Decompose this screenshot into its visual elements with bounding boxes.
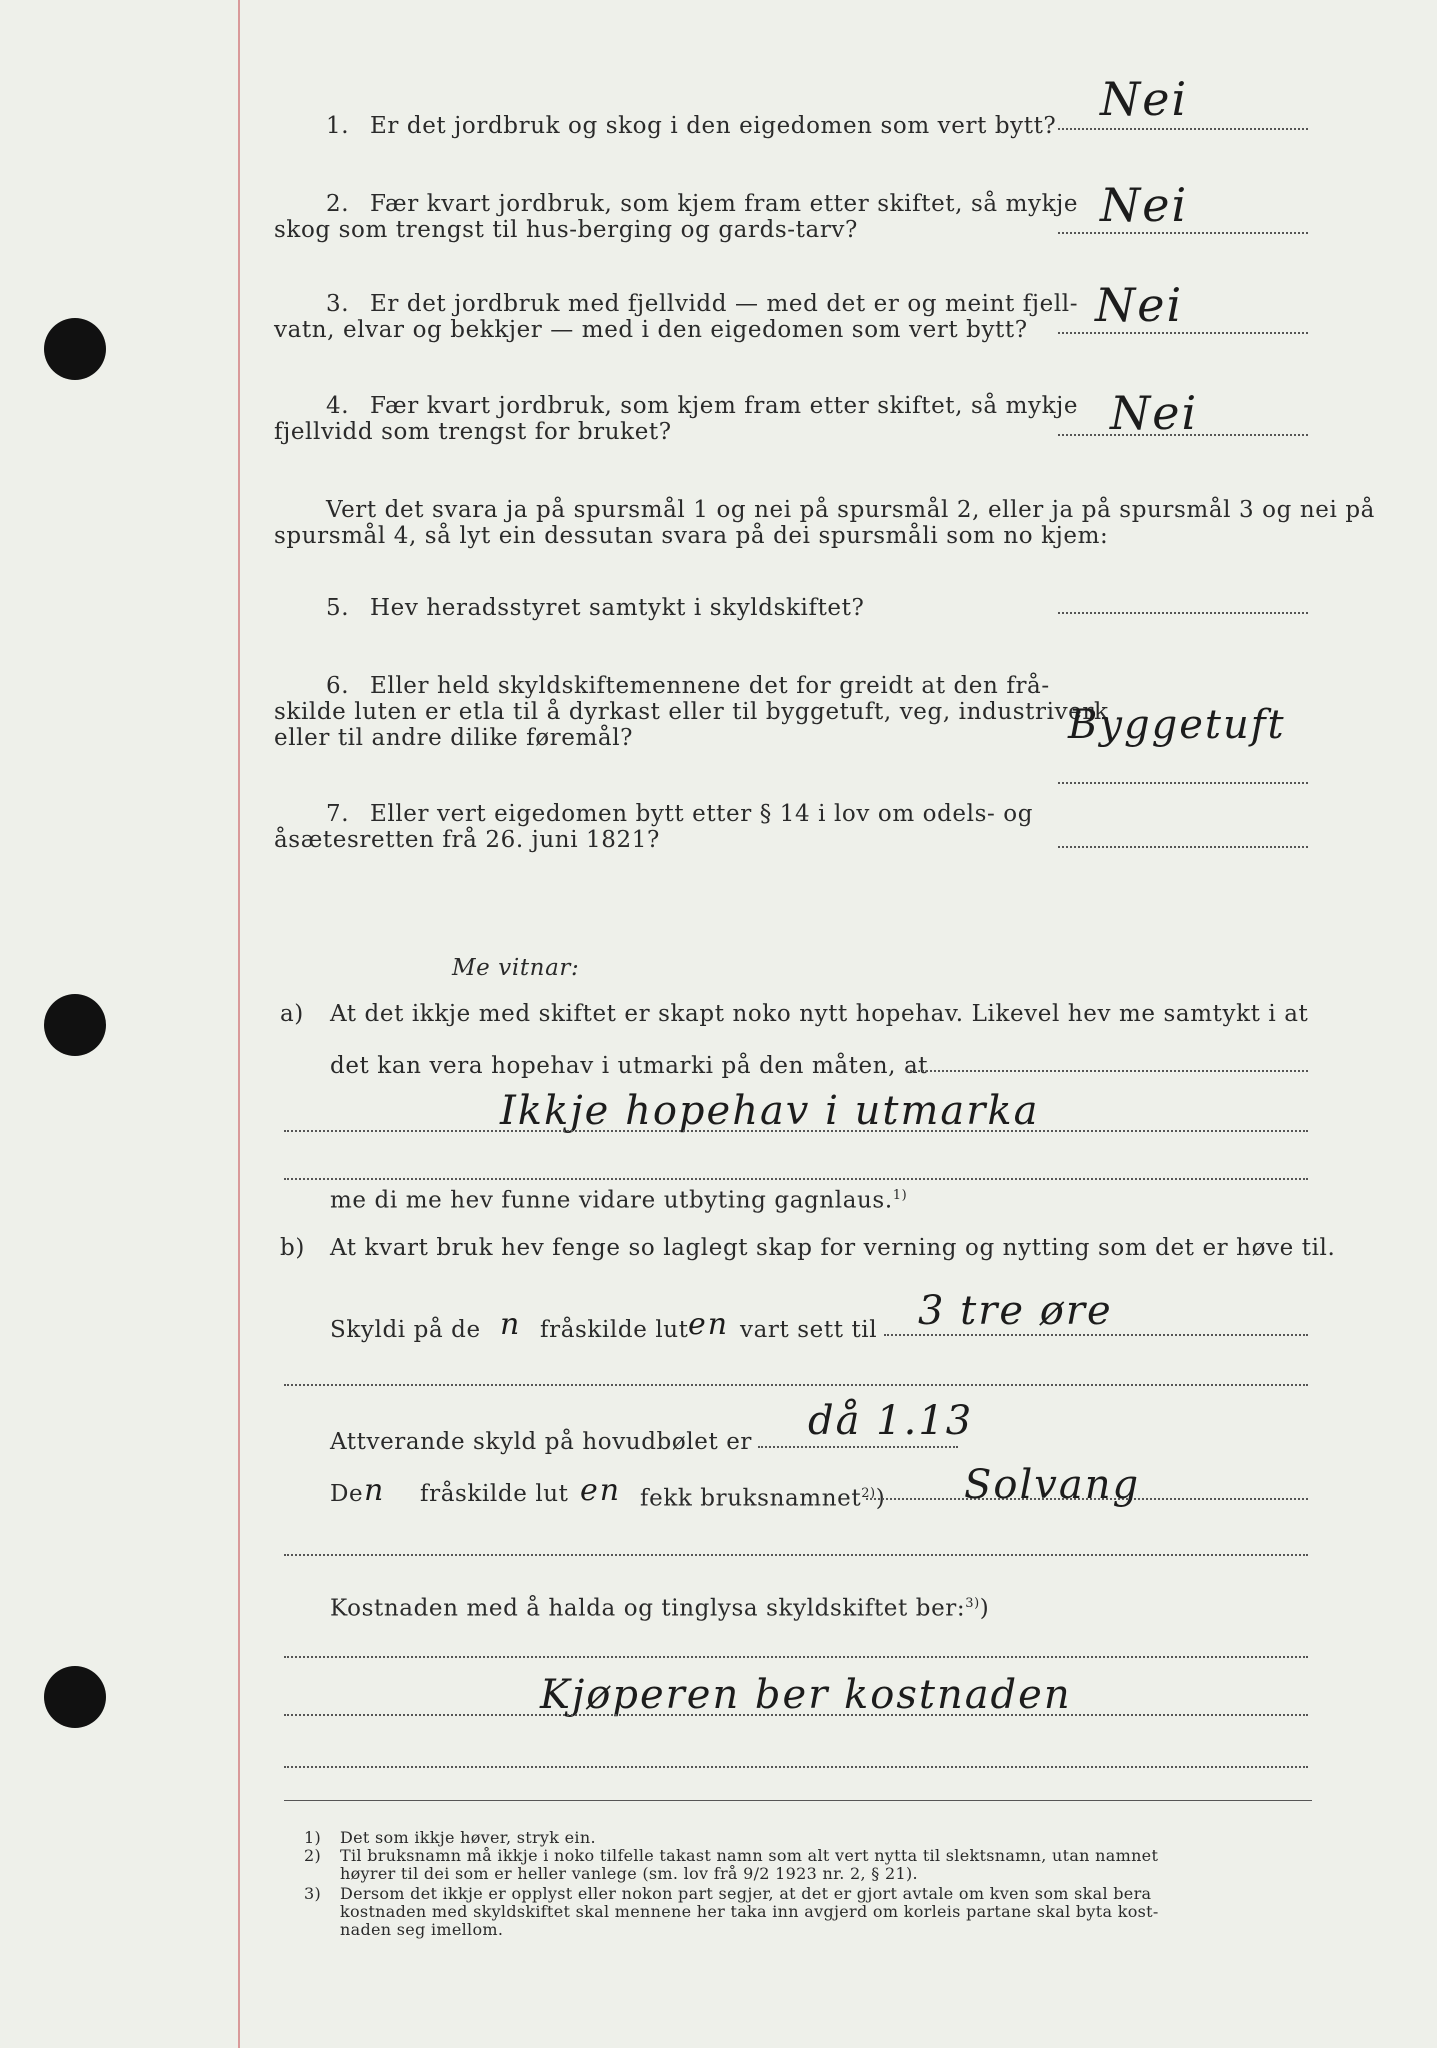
kostnad-paren: )	[979, 1595, 990, 1622]
answer-4-handwriting: Nei	[1110, 386, 1199, 440]
footnote-3-line3: naden seg imellom.	[340, 1920, 504, 1939]
answer-line-1	[1058, 128, 1308, 130]
bruksnamn-hw-b: en	[580, 1473, 622, 1508]
answer-3-handwriting: Nei	[1095, 278, 1184, 332]
bruksnamn-label-c	[640, 1480, 885, 1513]
answer-line-5	[1058, 612, 1308, 614]
question-7-line2: åsætesretten frå 26. juni 1821?	[274, 827, 660, 853]
witness-b-label: b)	[280, 1235, 305, 1261]
footnote-1-mark: 1)	[304, 1828, 322, 1847]
question-6-line2: skilde luten er etla til å dyrkast eller til byggetuft, veg, industriverk	[274, 699, 1109, 725]
kostnad-label	[330, 1590, 989, 1623]
footnote-rule	[284, 1800, 1312, 1801]
question-4-number: 4.	[326, 393, 350, 419]
footnote-3-line2: kostnaden med skyldskiftet skal mennene her taka inn avgjerd om korleis partane skal byta kost-	[340, 1902, 1159, 1921]
footnote-2-line2: høyrer til dei som er heller vanlege (sm. lov frå 9/2 1923 nr. 2, § 21).	[340, 1864, 918, 1883]
question-6-number: 6.	[326, 673, 350, 699]
witness-heading: Me vitnar:	[452, 955, 580, 981]
punch-hole-bottom	[44, 1666, 106, 1728]
footnote-2-line1: Til bruksnamn må ikkje i noko tilfelle takast namn som alt vert nytta til slektsnamn, utan namnet	[340, 1846, 1159, 1865]
question-2-number: 2.	[326, 191, 350, 217]
skyld-hw-a: n	[500, 1307, 522, 1342]
answer-6-handwriting: Byggetuft	[1068, 702, 1286, 748]
footnote-2-mark: 2)	[304, 1846, 322, 1865]
witness-a-line3-text: me di me hev funne vidare utbyting gagnlaus.	[330, 1187, 893, 1214]
footnote-3-line1: Dersom det ikkje er opplyst eller nokon part segjer, at det er gjort avtale om kven som skal bera	[340, 1884, 1152, 1903]
question-4-line2: fjellvidd som trengst for bruket?	[274, 419, 672, 445]
bruksnamn-label-a: De	[330, 1481, 364, 1507]
witness-a-line2: det kan vera hopehav i utmarki på den måten, at	[330, 1053, 929, 1079]
witness-b-line1: At kvart bruk hev fenge so laglegt skap for verning og nytting som det er høve til.	[330, 1235, 1336, 1261]
question-6-line3: eller til andre dilike føremål?	[274, 725, 634, 751]
witness-a-dotline-3	[284, 1178, 1308, 1180]
condition-line1: Vert det svara ja på spursmål 1 og nei på spursmål 2, eller ja på spursmål 3 og nei på	[326, 497, 1375, 523]
question-7-number: 7.	[326, 801, 350, 827]
question-3-line2: vatn, elvar og bekkjer — med i den eigedomen som vert bytt?	[274, 317, 1028, 343]
question-7-line1: Eller vert eigedomen bytt etter § 14 i lov om odels- og	[370, 801, 1034, 827]
skyld-handwriting: 3 tre øre	[918, 1288, 1113, 1334]
footnote-ref-1: 1)	[892, 1188, 908, 1203]
kostnad-handwriting: Kjøperen ber kostnaden	[540, 1672, 1072, 1718]
attverande-handwriting: då 1.13	[808, 1398, 974, 1444]
question-1-number: 1.	[326, 113, 350, 139]
margin-line	[238, 0, 240, 2048]
skyld-hw-b: en	[688, 1307, 730, 1342]
condition-line2: spursmål 4, så lyt ein dessutan svara på dei spursmåli som no kjem:	[274, 523, 1109, 549]
answer-line-6	[1058, 782, 1308, 784]
kostnad-dotline-1	[284, 1656, 1308, 1658]
answer-line-2	[1058, 232, 1308, 234]
question-1-text: Er det jordbruk og skog i den eigedomen som vert bytt?	[370, 113, 1057, 139]
witness-a-line1: At det ikkje med skiftet er skapt noko nytt hopehav. Likevel hev me samtykt i at	[330, 1001, 1309, 1027]
question-3-line1: Er det jordbruk med fjellvidd — med det er og meint fjell-	[370, 291, 1079, 317]
footnote-1-line1: Det som ikkje høver, stryk ein.	[340, 1828, 596, 1847]
bruksnamn-dotline-2	[284, 1554, 1308, 1556]
question-3-number: 3.	[326, 291, 350, 317]
punch-hole-middle	[44, 994, 106, 1056]
answer-line-3	[1058, 332, 1308, 334]
bruksnamn-hw-a: n	[364, 1473, 386, 1508]
attverande-dotline	[758, 1446, 958, 1448]
bruksnamn-handwriting: Solvang	[964, 1462, 1141, 1508]
witness-a-line3	[330, 1182, 907, 1215]
witness-a-dotline-2	[284, 1130, 1308, 1132]
witness-a-dotline-1	[906, 1070, 1308, 1072]
kostnad-dotline-3	[284, 1766, 1308, 1768]
skyld-label-c: vart sett til	[740, 1317, 878, 1343]
answer-1-handwriting: Nei	[1100, 72, 1189, 126]
answer-line-7	[1058, 846, 1308, 848]
question-6-line1: Eller held skyldskiftemennene det for greidt at den frå-	[370, 673, 1050, 699]
skyld-label-a: Skyldi på de	[330, 1317, 481, 1343]
punch-hole-top	[44, 318, 106, 380]
question-2-line2: skog som trengst til hus-berging og gards-tarv?	[274, 217, 858, 243]
kostnad-label-text: Kostnaden med å halda og tinglysa skyldskiftet ber:	[330, 1595, 966, 1622]
question-5-text: Hev heradsstyret samtykt i skyldskiftet?	[370, 595, 865, 621]
kostnad-dotline-2	[284, 1714, 1308, 1716]
footnote-ref-3: 3)	[965, 1596, 980, 1611]
skyld-dotline-2	[284, 1384, 1308, 1386]
witness-a-handwriting: Ikkje hopehav i utmarka	[500, 1088, 1040, 1134]
question-2-line1: Fær kvart jordbruk, som kjem fram etter skiftet, så mykje	[370, 191, 1079, 217]
footnote-ref-2: 2)	[861, 1486, 876, 1501]
bruksnamn-label-b: fråskilde lut	[420, 1481, 569, 1507]
bruksnamn-paren: )	[875, 1485, 886, 1512]
answer-2-handwriting: Nei	[1100, 178, 1189, 232]
attverande-label: Attverande skyld på hovudbølet er	[330, 1429, 753, 1455]
bruksnamn-label-c-text: fekk bruksnamnet	[640, 1485, 862, 1512]
witness-a-label: a)	[280, 1001, 304, 1027]
footnote-3-mark: 3)	[304, 1884, 322, 1903]
question-5-number: 5.	[326, 595, 350, 621]
question-4-line1: Fær kvart jordbruk, som kjem fram etter skiftet, så mykje	[370, 393, 1079, 419]
skyld-label-b: fråskilde lut	[540, 1317, 689, 1343]
